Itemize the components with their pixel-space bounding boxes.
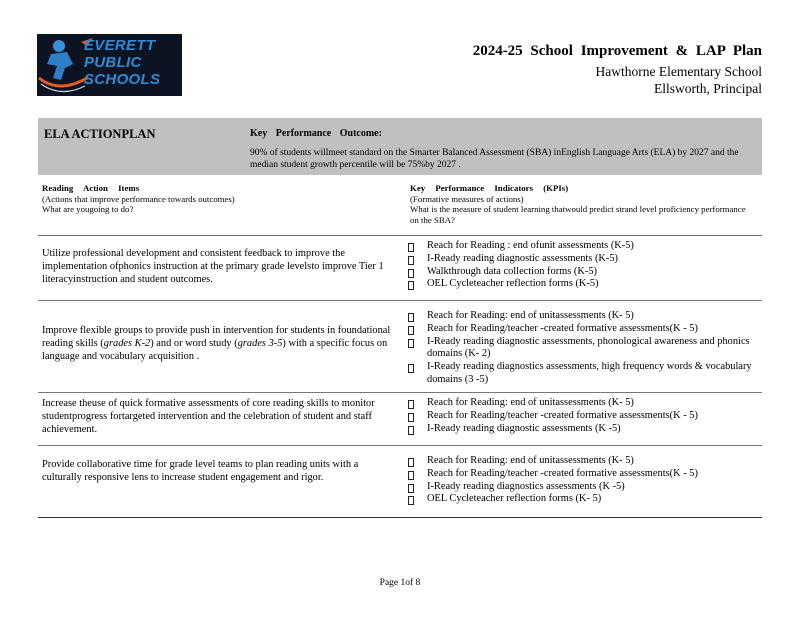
kpi-list (408, 397, 760, 435)
kpi-item: Reach for Reading : end ofunit assessments (K-5) (408, 240, 760, 253)
kpi-item: I-Ready reading diagnostic assessments, phonological awareness and phonics domains (K- 2) (408, 336, 760, 362)
page-number: Page 1of 8 (379, 578, 421, 588)
action-item: Utilize professional development and consistent feedback to improve the implementation ofphonics instruction at the primary grade levelsto improve Tier 1 literacyinstruction and student outcomes. (42, 248, 384, 285)
action-items-header: Reading Action Items (Actions that improve performance towards outcomes) What are yougoing to do? (42, 183, 235, 214)
action-item: Increase theuse of quick formative assessments of core reading skills to monitor studentprogress fortargeted intervention and the celebration of student and staff achievement. (42, 398, 375, 435)
action-item: Improve flexible groups to provide push in intervention for students in foundational reading skills (grades K-2) and or word study (grades 3-5) with a specific focus on language and vocabulary acquisition . (42, 325, 391, 362)
kpi-item: I-Ready reading diagnostics assessments (K -5) (408, 481, 760, 494)
kpi-item: Reach for Reading/teacher -created formative assessments(K - 5) (408, 468, 760, 481)
kpi-item: Reach for Reading/teacher -created formative assessments(K - 5) (408, 323, 760, 336)
table-row (38, 301, 762, 393)
document-header (473, 42, 762, 97)
logo-wordmark: EVERETT PUBLIC SCHOOLS (84, 37, 161, 88)
kpi-item: I-Ready reading diagnostic assessments (K -5) (408, 423, 760, 436)
kpi-item: Reach for Reading: end of unitassessments (K- 5) (408, 455, 760, 468)
kpi-item: OEL Cycleteacher reflection forms (K- 5) (408, 493, 760, 506)
kpi-item: Reach for Reading/teacher -created formative assessments(K - 5) (408, 410, 760, 423)
plan-title: 2024-25 School Improvement & LAP Plan (472, 43, 762, 59)
kpi-header: Key Performance Indicators (KPIs) (Formative measures of actions) What is the measure of student learning thatwould predict strand level proficiency performance on the SBA? (410, 183, 746, 225)
key-performance-outcome-label: Key Performance Outcome: (250, 128, 382, 139)
kpi-list (408, 240, 760, 291)
action-item: Provide collaborative time for grade level teams to plan reading units with a culturally responsive lens to increase student engagement and rigor. (42, 459, 359, 483)
kpi-list (408, 310, 760, 387)
kpi-list (408, 455, 760, 506)
district-logo (37, 34, 182, 96)
table-row (38, 236, 762, 301)
outcome-band (38, 118, 762, 175)
kpi-item: I-Ready reading diagnostic assessments (K-5) (408, 253, 760, 266)
ela-action-plan-table (38, 118, 762, 518)
column-headers (38, 175, 762, 236)
kpi-item: I-Ready reading diagnostics assessments, high frequency words & vocabulary domains (3 -5) (408, 361, 760, 387)
kpi-item: Walkthrough data collection forms (K-5) (408, 266, 760, 279)
action-plan-title: ELA ACTIONPLAN (44, 127, 156, 141)
table-row (38, 446, 762, 517)
principal-name: Ellsworth, Principal (654, 81, 762, 96)
school-name: Hawthorne Elementary School (595, 64, 762, 79)
kpi-item: OEL Cycleteacher reflection forms (K-5) (408, 278, 760, 291)
table-row (38, 393, 762, 446)
kpi-item: Reach for Reading: end of unitassessments (K- 5) (408, 397, 760, 410)
key-performance-outcome-text: 90% of students willmeet standard on the Smarter Balanced Assessment (SBA) inEnglish Language Arts (ELA) by 2027 and the median student growth percentile will be 75%by 2027 . (250, 148, 739, 170)
kpi-item: Reach for Reading: end of unitassessments (K- 5) (408, 310, 760, 323)
